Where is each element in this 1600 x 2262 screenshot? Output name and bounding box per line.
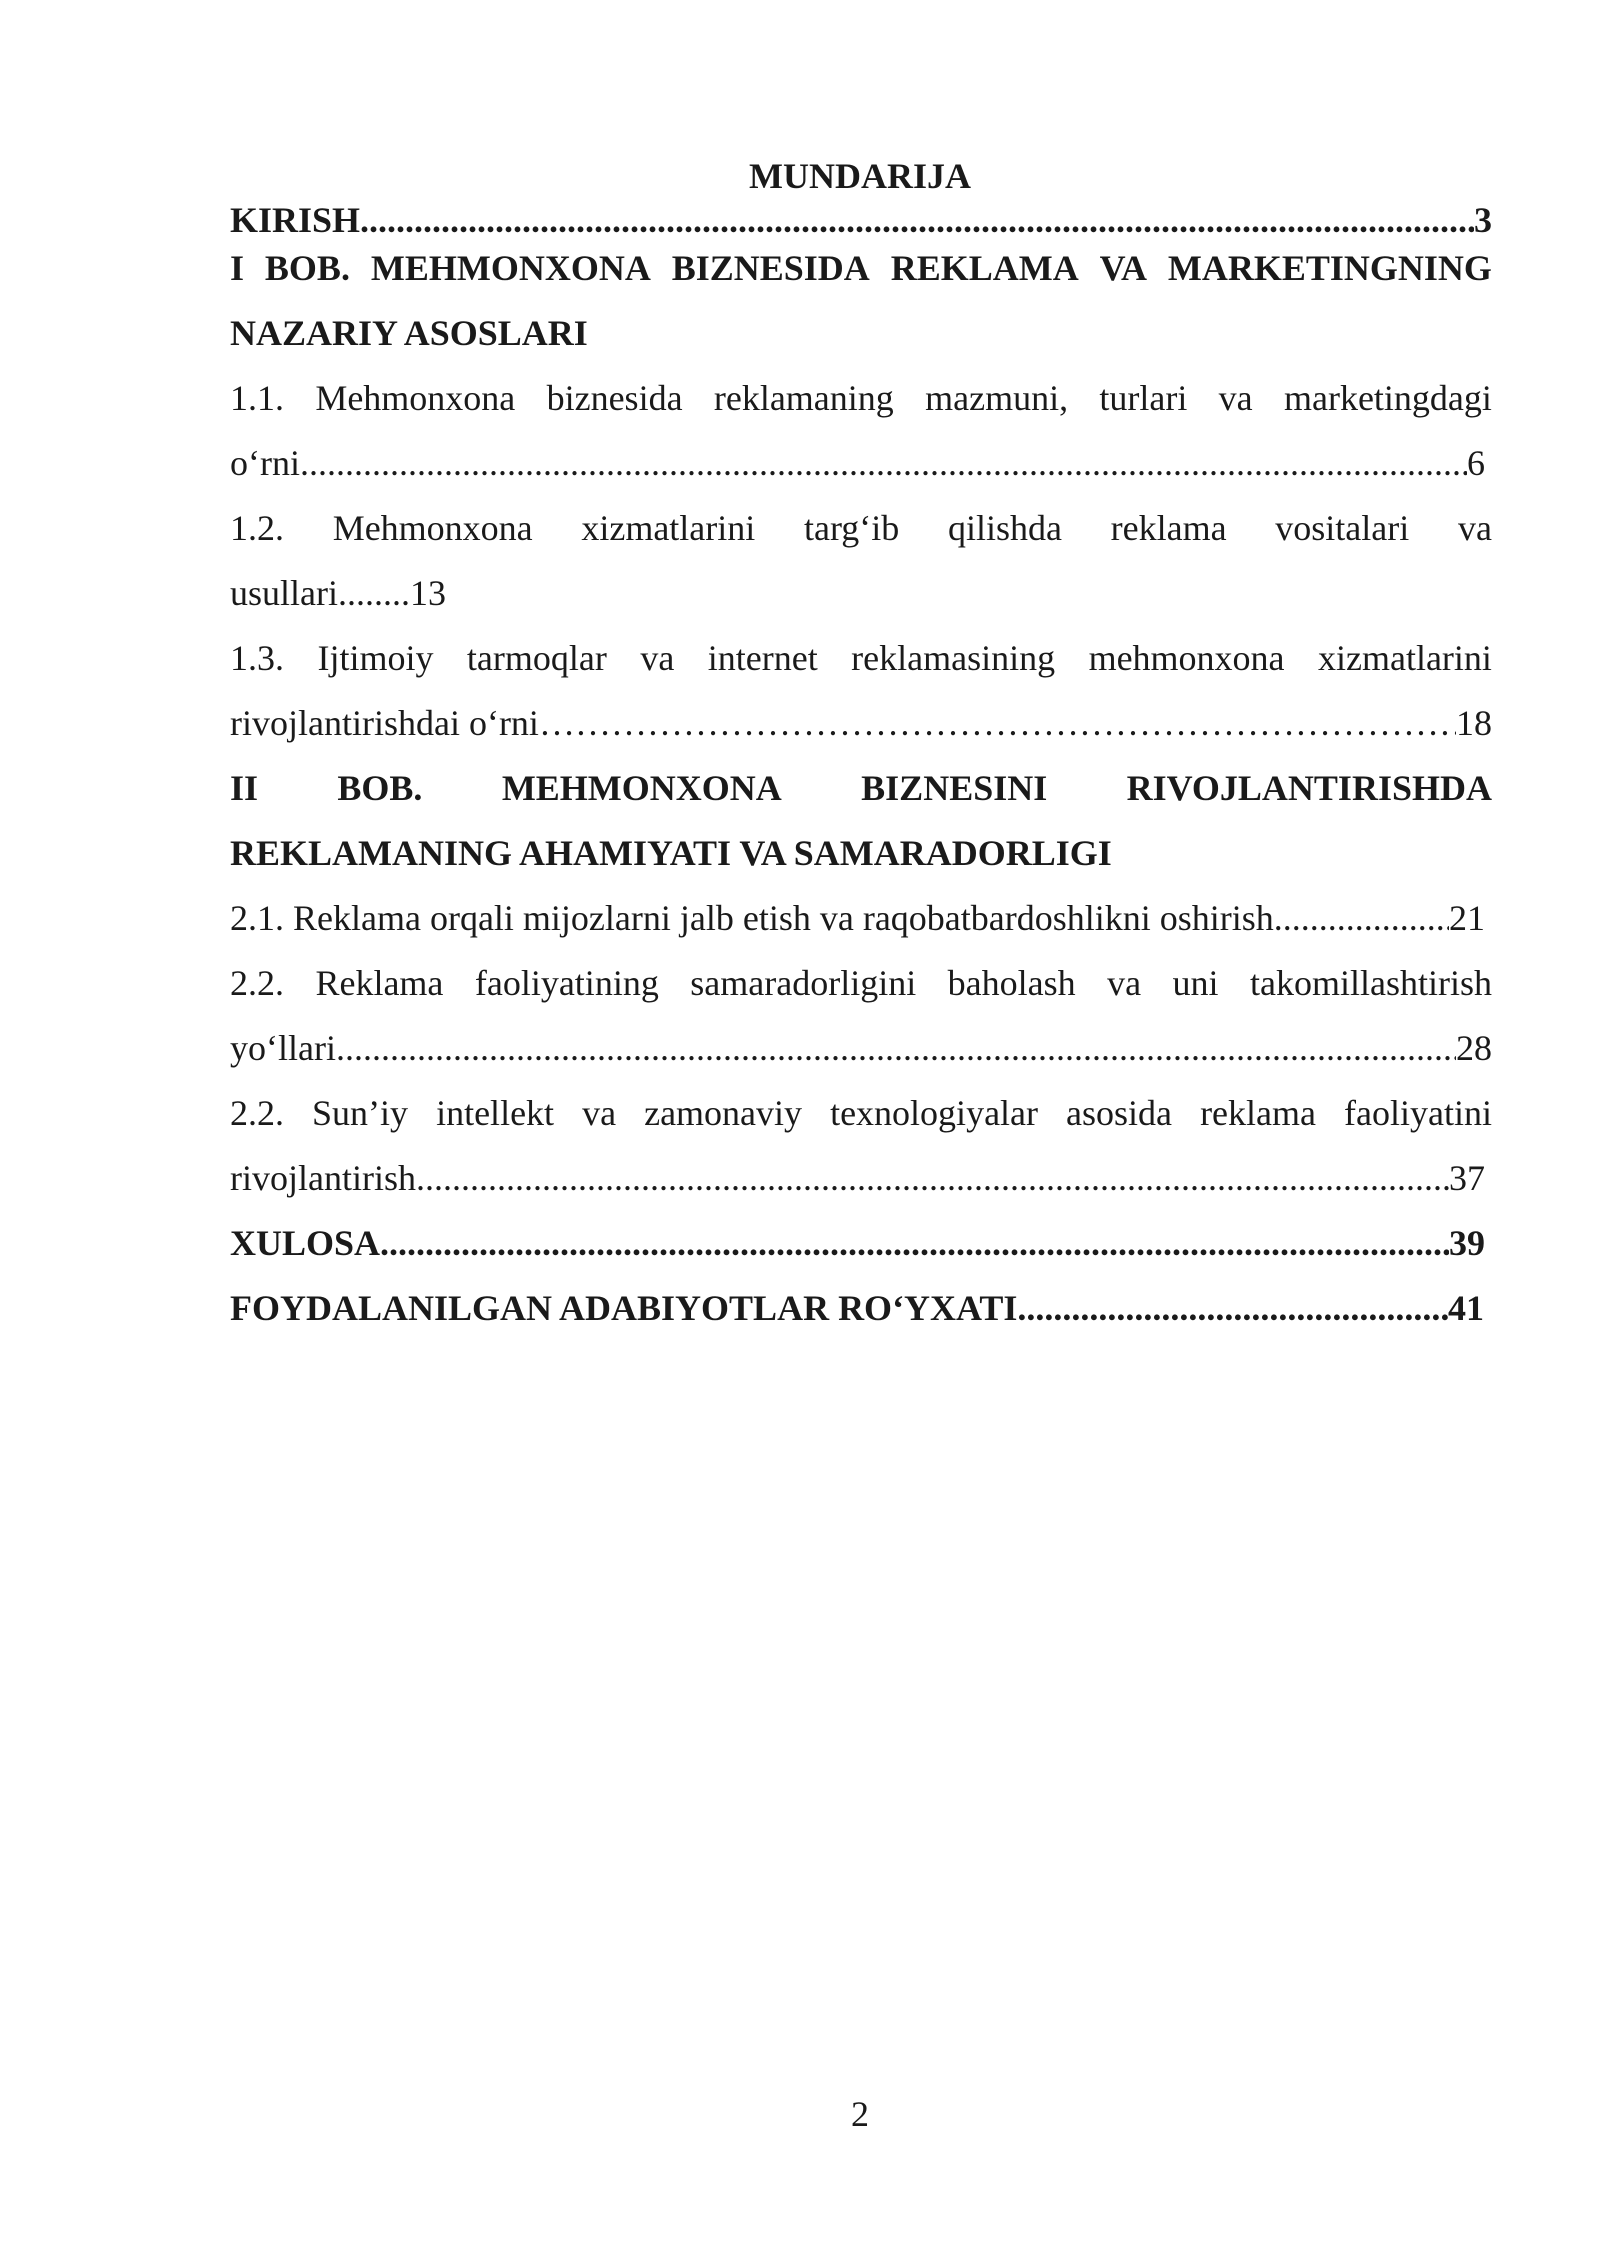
toc-page-number: 39 bbox=[1449, 1223, 1485, 1263]
document-title: MUNDARIJA bbox=[749, 156, 971, 196]
toc-word: BOB. bbox=[264, 248, 350, 288]
toc-entry-text: rivojlantirish bbox=[230, 1158, 416, 1198]
toc-word: 2.2. bbox=[230, 1093, 284, 1133]
toc-word: samaradorligini bbox=[690, 963, 917, 1003]
toc-chapter-1-line-1 bbox=[230, 244, 1492, 309]
toc-word: zamonaviy bbox=[644, 1093, 803, 1133]
toc-section-1-2-line-2 bbox=[230, 569, 1492, 634]
toc-word: biznesida bbox=[546, 378, 683, 418]
toc-word: I bbox=[230, 248, 245, 288]
toc-entry-kirish bbox=[230, 196, 1492, 242]
toc-section-2-1 bbox=[230, 894, 1485, 959]
toc-word: Ijtimoiy bbox=[317, 638, 434, 678]
toc-word: takomillashtirish bbox=[1250, 963, 1492, 1003]
dot-leader bbox=[360, 196, 1474, 242]
toc-word: faoliyatining bbox=[474, 963, 659, 1003]
dot-leader bbox=[1274, 894, 1449, 942]
toc-word: Mehmonxona bbox=[315, 378, 516, 418]
toc-word: mehmonxona bbox=[1088, 638, 1285, 678]
toc-section-1-3-line-2 bbox=[230, 699, 1492, 764]
toc-word: tarmoqlar bbox=[466, 638, 607, 678]
toc-word: 2.2. bbox=[230, 963, 284, 1003]
toc-entry-text: rivojlantirishdai o‘rni bbox=[230, 703, 539, 743]
toc-section-2-3-line-2 bbox=[230, 1154, 1485, 1219]
toc-entry-text: KIRISH bbox=[230, 200, 361, 240]
toc-word: xizmatlarini bbox=[581, 508, 756, 548]
toc-word: Reklama bbox=[315, 963, 444, 1003]
toc-word: 1.3. bbox=[230, 638, 284, 678]
toc-word: va bbox=[1457, 508, 1492, 548]
toc-page-number: 3 bbox=[1474, 200, 1492, 240]
toc-entry-text: XULOSA bbox=[230, 1223, 381, 1263]
dot-leader: ........ bbox=[337, 573, 410, 613]
toc-word: internet bbox=[707, 638, 818, 678]
toc-section-2-2-line-1 bbox=[230, 959, 1492, 1024]
toc-word: texnologiyalar bbox=[830, 1093, 1039, 1133]
toc-word: xizmatlarini bbox=[1317, 638, 1492, 678]
toc-word: RIVOJLANTIRISHDA bbox=[1126, 768, 1492, 808]
toc-entry-references bbox=[230, 1284, 1484, 1349]
toc-section-2-3-line-1 bbox=[230, 1089, 1492, 1154]
toc-page-number: 37 bbox=[1449, 1158, 1485, 1198]
toc-word: targ‘ib bbox=[803, 508, 900, 548]
toc-entry-text: o‘rni bbox=[230, 443, 300, 483]
toc-word: va bbox=[640, 638, 675, 678]
toc-word: reklama bbox=[1110, 508, 1227, 548]
table-of-contents bbox=[230, 196, 1492, 1349]
toc-word: Sun’iy bbox=[312, 1093, 409, 1133]
toc-entry-xulosa bbox=[230, 1219, 1485, 1284]
toc-word: turlari bbox=[1099, 378, 1188, 418]
toc-word: BIZNESIDA bbox=[671, 248, 870, 288]
toc-word: MEHMONXONA bbox=[501, 768, 782, 808]
toc-word: 1.2. bbox=[230, 508, 284, 548]
toc-entry-text: yo‘llari bbox=[230, 1028, 336, 1068]
toc-word: reklamasining bbox=[851, 638, 1056, 678]
dot-leader bbox=[1017, 1284, 1448, 1332]
toc-word: uni bbox=[1172, 963, 1219, 1003]
toc-word: va bbox=[1107, 963, 1142, 1003]
page-number: 2 bbox=[851, 2094, 869, 2134]
toc-word: MARKETINGNING bbox=[1167, 248, 1492, 288]
toc-section-1-1-line-2 bbox=[230, 439, 1485, 504]
toc-word: 1.1. bbox=[230, 378, 284, 418]
toc-word: qilishda bbox=[947, 508, 1062, 548]
toc-page-number: 13 bbox=[409, 573, 446, 613]
toc-section-1-3-line-1 bbox=[230, 634, 1492, 699]
toc-entry-text: 2.1. Reklama orqali mijozlarni jalb etish va raqobatbardoshlikni oshirish bbox=[230, 898, 1274, 938]
toc-page-number: 41 bbox=[1448, 1288, 1484, 1328]
toc-chapter-1-line-2: NAZARIY ASOSLARI bbox=[230, 313, 588, 353]
toc-chapter-2-line-1 bbox=[230, 764, 1492, 829]
toc-section-2-2-line-2 bbox=[230, 1024, 1492, 1089]
toc-word: va bbox=[582, 1093, 617, 1133]
toc-page-number: 6 bbox=[1467, 443, 1485, 483]
toc-word: vositalari bbox=[1275, 508, 1410, 548]
toc-page-number: 28 bbox=[1456, 1028, 1492, 1068]
toc-word: VA bbox=[1099, 248, 1147, 288]
toc-word: Mehmonxona bbox=[332, 508, 533, 548]
toc-word: va bbox=[1218, 378, 1253, 418]
toc-word: mazmuni, bbox=[925, 378, 1069, 418]
toc-word: MEHMONXONA bbox=[370, 248, 651, 288]
toc-word: BOB. bbox=[337, 768, 423, 808]
dot-leader bbox=[380, 1219, 1449, 1267]
dot-leader bbox=[416, 1154, 1449, 1202]
toc-entry-text: usullari bbox=[230, 573, 338, 613]
toc-chapter-2-line-2: REKLAMANING AHAMIYATI VA SAMARADORLIGI bbox=[230, 833, 1112, 873]
toc-entry-text: FOYDALANILGAN ADABIYOTLAR RO‘YXATI bbox=[230, 1288, 1018, 1328]
toc-word: reklamaning bbox=[713, 378, 894, 418]
toc-word: faoliyatini bbox=[1344, 1093, 1492, 1133]
toc-word: intellekt bbox=[436, 1093, 555, 1133]
toc-section-1-2-line-1 bbox=[230, 504, 1492, 569]
toc-word: reklama bbox=[1200, 1093, 1316, 1133]
toc-word: REKLAMA bbox=[890, 248, 1079, 288]
toc-word: baholash bbox=[947, 963, 1076, 1003]
toc-page-number: 18 bbox=[1456, 703, 1492, 743]
toc-section-1-1-line-1 bbox=[230, 374, 1492, 439]
toc-word: BIZNESINI bbox=[861, 768, 1048, 808]
toc-word: asosida bbox=[1066, 1093, 1173, 1133]
toc-word: marketingdagi bbox=[1283, 378, 1492, 418]
dot-leader bbox=[539, 699, 1456, 747]
dot-leader bbox=[300, 439, 1467, 487]
dot-leader bbox=[336, 1024, 1456, 1072]
toc-page-number: 21 bbox=[1449, 898, 1485, 938]
toc-word: II bbox=[230, 768, 259, 808]
